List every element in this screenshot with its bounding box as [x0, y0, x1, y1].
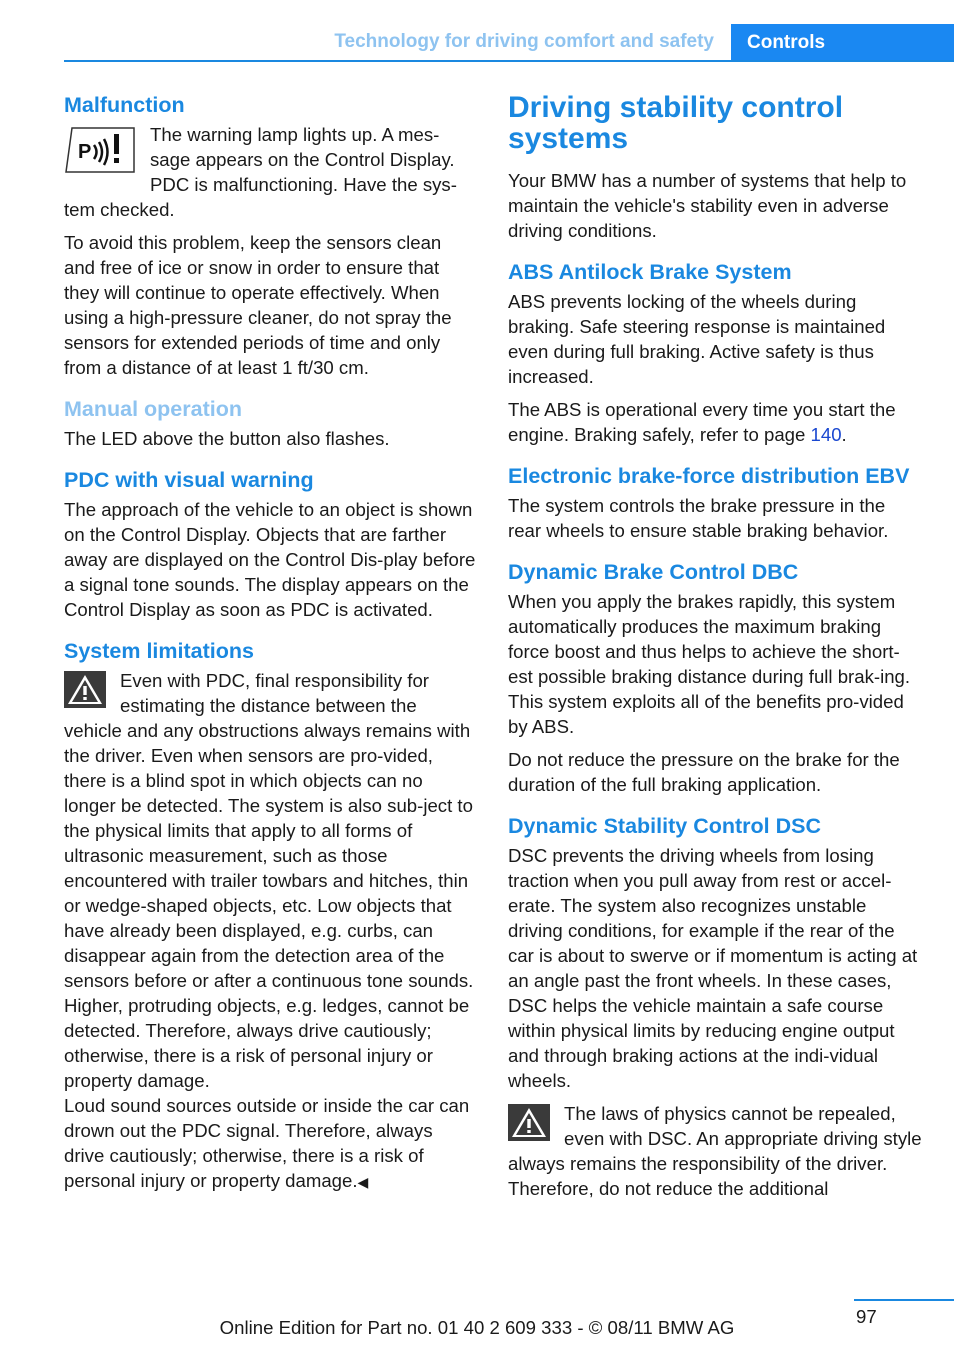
header-rule: [64, 60, 954, 62]
left-column: [64, 92, 477, 1211]
malfunction-text-2: To avoid this problem, keep the sensors clean and free of ice or snow in order to ensure that they will continue to operate effectively. When using a high-pressure cleaner, do not spray the sensors for extended periods of time and only from a distance of at least 1 ft/30 cm.: [64, 232, 452, 378]
heading-abs: ABS Antilock Brake System: [508, 260, 792, 284]
heading-pdc-visual-warning: PDC with visual warning: [64, 468, 314, 492]
section-manual-operation: [64, 396, 477, 451]
warning-triangle-icon: [64, 671, 106, 713]
dbc-text-2: Do not reduce the pressure on the brake for the duration of the full braking application.: [508, 749, 900, 795]
section-dsc: [508, 813, 922, 1201]
heading-dsc: Dynamic Stability Control DSC: [508, 814, 821, 838]
pdc-visual-warning-text: The approach of the vehicle to an object is shown on the Control Display. Objects that are farther away are displayed on the Control Dis-play before a signal tone sounds. The display appears on the Control Display as soon as PDC is activated.: [64, 499, 476, 620]
abs-text-2-end: .: [841, 424, 847, 445]
svg-text:P: P: [78, 141, 92, 163]
heading-malfunction: Malfunction: [64, 93, 185, 117]
section-dbc: [508, 559, 922, 797]
warning-triangle-icon: [508, 1104, 550, 1146]
end-mark: ◀: [357, 1174, 369, 1190]
section-pdc-visual-warning: [64, 467, 477, 622]
malfunction-text-1: The warning lamp lights up. A mes-sage appears on the Control Display. PDC is malfunctioning. Have the sys-tem checked.: [64, 124, 457, 220]
heading-ebv: Electronic brake-force distribution EBV: [508, 464, 910, 488]
heading-manual-operation: Manual operation: [64, 397, 242, 421]
header-section-title: Technology for driving comfort and safety: [334, 31, 714, 52]
section-ebv: [508, 463, 922, 543]
header-tab-controls: Controls: [731, 24, 954, 62]
dsc-text-1: DSC prevents the driving wheels from losing traction when you pull away from rest or accel-erate. The system also recognizes unstable driving conditions, for example if the rear of the car is about to swerve or if momentum is acting at an angle past the front wheels. In these cases, DSC helps the vehicle maintain a safe course within physical limits by reducing engine output and through braking actions at the indi-vidual wheels.: [508, 845, 918, 1091]
heading-driving-stability: Driving stability control systems: [508, 91, 844, 155]
right-column: [508, 92, 922, 1217]
abs-text-2: The ABS is operational every time you start the engine. Braking safely, refer to page: [508, 399, 896, 445]
abs-text-1: ABS prevents locking of the wheels during braking. Safe steering response is maintained even during full braking. Active safety is thus increased.: [508, 291, 886, 387]
heading-system-limitations: System limitations: [64, 639, 254, 663]
page-number-rule: [854, 1299, 954, 1301]
page-number: 97: [856, 1306, 877, 1327]
section-system-limitations: [64, 638, 477, 1195]
pdc-warning-lamp-icon: [64, 125, 136, 178]
section-malfunction: [64, 92, 477, 380]
dsc-text-2: The laws of physics cannot be repealed, even with DSC. An appropriate driving style always remains the responsibility of the driver. Therefore, do not reduce the additional: [508, 1103, 922, 1199]
footer-edition-text: Online Edition for Part no. 01 40 2 609 333 - © 08/11 BMW AG: [219, 1317, 735, 1338]
system-limitations-text-2: Loud sound sources outside or inside the car can drown out the PDC signal. Therefore, always drive cautiously; otherwise, there is a risk of personal injury or property damage.: [64, 1095, 470, 1191]
system-limitations-text-1: Even with PDC, final responsibility for estimating the distance between the vehicle and any obstructions always remains with the driver. Even when sensors are pro-vided, there is a blind spot in which objects can no longer be detected. The system is also sub-ject to the physical limits that apply to all forms of ultrasonic measurement, such as those encountered with trailer towbars and hitches, thin or wedge-shaped objects, etc. Low objects that have already been displayed, e.g. curbs, can disappear again from the detection area of the sensors before or after a continuous tone sounds. Higher, protruding objects, e.g. ledges, cannot be detected. Therefore, always drive cautiously; otherwise, there is a risk of personal injury or property damage.: [64, 670, 474, 1091]
section-driving-stability: [508, 92, 922, 243]
page-link-140[interactable]: 140: [810, 424, 842, 445]
section-abs: [508, 259, 922, 447]
manual-operation-text: The LED above the button also flashes.: [64, 428, 390, 449]
driving-stability-intro: Your BMW has a number of systems that help to maintain the vehicle's stability even in adverse driving conditions.: [508, 170, 907, 241]
ebv-text: The system controls the brake pressure in the rear wheels to ensure stable braking behavior.: [508, 495, 889, 541]
dbc-text-1: When you apply the brakes rapidly, this system automatically produces the maximum braking force boost and thus helps to achieve the short-est possible braking distance during full brak-ing. This system exploits all of the benefits pro-vided by ABS.: [508, 591, 911, 737]
heading-dbc: Dynamic Brake Control DBC: [508, 560, 799, 584]
